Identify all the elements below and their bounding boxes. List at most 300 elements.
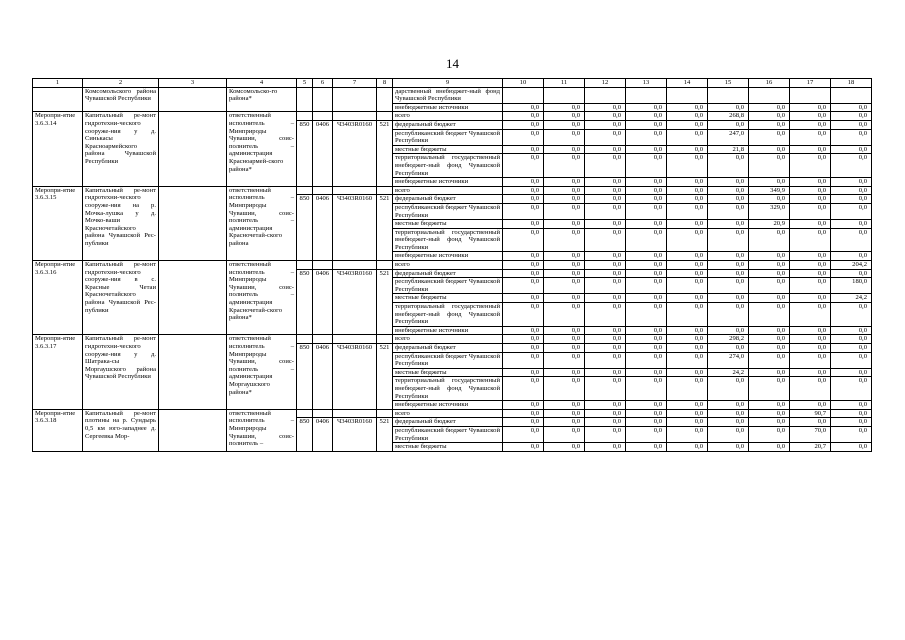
funding-value: 0,0 [503, 335, 544, 344]
empty-cell [159, 409, 227, 451]
funding-value: 0,0 [667, 178, 708, 187]
code-cell [377, 335, 393, 344]
funding-value [544, 87, 585, 103]
funding-value: 0,0 [667, 303, 708, 327]
funding-value: 0,0 [667, 426, 708, 442]
funding-value: 0,0 [503, 112, 544, 121]
funding-value: 0,0 [585, 154, 626, 178]
funding-value: 0,0 [544, 303, 585, 327]
funding-value: 0,0 [626, 261, 667, 270]
funding-value: 0,0 [667, 103, 708, 112]
code-rz: 0406 [313, 269, 333, 335]
empty-cell [159, 186, 227, 260]
funding-value: 274,0 [708, 352, 749, 368]
code-rz: 0406 [313, 120, 333, 186]
funding-value: 0,0 [503, 377, 544, 401]
funding-value: 0,0 [626, 178, 667, 187]
funding-value: 0,0 [503, 252, 544, 261]
funding-source: республиканский бюджет Чувашской Республики [393, 203, 503, 219]
funding-value: 0,0 [585, 401, 626, 410]
funding-value: 0,0 [544, 178, 585, 187]
code-vr: 521 [377, 195, 393, 261]
page-number: 14 [446, 56, 459, 71]
funding-value: 0,0 [585, 228, 626, 252]
column-number: 6 [313, 79, 333, 88]
funding-value: 0,0 [544, 195, 585, 204]
funding-value: 0,0 [790, 228, 831, 252]
funding-value: 0,0 [708, 261, 749, 270]
measure-id: Меропри-ятие 3.6.3.14 [33, 112, 83, 186]
funding-source: местные бюджеты [393, 443, 503, 452]
code-cell [313, 112, 333, 121]
funding-value: 24,2 [708, 368, 749, 377]
funding-value: 0,0 [503, 278, 544, 294]
funding-value: 0,0 [790, 377, 831, 401]
funding-source: внебюджетные источники [393, 252, 503, 261]
funding-value: 0,0 [667, 195, 708, 204]
funding-value: 0,0 [585, 303, 626, 327]
funding-value: 0,0 [749, 112, 790, 121]
funding-value: 0,0 [544, 326, 585, 335]
funding-source: территориальный государственный внебюджет-ный фонд Чувашской Республики [393, 377, 503, 401]
funding-value: 0,0 [708, 409, 749, 418]
funding-value [790, 87, 831, 103]
funding-value [749, 87, 790, 103]
code-vr: 521 [377, 269, 393, 335]
funding-value: 0,0 [708, 269, 749, 278]
code-csr: Ч3403R0160 [333, 195, 377, 261]
funding-value: 0,0 [503, 178, 544, 187]
funding-value: 0,0 [544, 103, 585, 112]
funding-value: 0,0 [790, 269, 831, 278]
funding-value: 0,0 [667, 112, 708, 121]
funding-value: 0,0 [831, 186, 872, 195]
column-number: 18 [831, 79, 872, 88]
funding-value: 0,0 [749, 418, 790, 427]
funding-value: 0,0 [831, 103, 872, 112]
code-cell [313, 409, 333, 418]
funding-value: 0,0 [585, 326, 626, 335]
funding-value: 0,0 [708, 186, 749, 195]
funding-source: федеральный бюджет [393, 195, 503, 204]
funding-value: 0,0 [831, 252, 872, 261]
funding-value: 0,0 [544, 344, 585, 353]
funding-value: 0,0 [790, 178, 831, 187]
funding-value: 0,0 [503, 154, 544, 178]
funding-value: 0,0 [503, 443, 544, 452]
funding-value [708, 87, 749, 103]
column-number: 9 [393, 79, 503, 88]
funding-source: внебюджетные источники [393, 326, 503, 335]
funding-value: 0,0 [790, 186, 831, 195]
program-funding-table [32, 78, 872, 452]
funding-source: местные бюджеты [393, 294, 503, 303]
funding-value: 0,0 [790, 252, 831, 261]
funding-value: 0,0 [790, 418, 831, 427]
funding-value: 0,0 [790, 145, 831, 154]
code-cell [333, 409, 377, 418]
measure-id: Меропри-ятие 3.6.3.17 [33, 335, 83, 409]
funding-value: 0,0 [749, 269, 790, 278]
funding-value: 0,0 [790, 401, 831, 410]
funding-value: 0,0 [790, 326, 831, 335]
funding-value: 0,0 [667, 377, 708, 401]
measure-name: Капитальный ре-монт гидротехни-ческого сооруже-ния у д. Синькасы Красноармейского района Чувашской Республики [83, 112, 159, 186]
funding-value: 0,0 [790, 220, 831, 229]
funding-value: 0,0 [503, 368, 544, 377]
table-row [33, 186, 872, 195]
funding-value: 0,0 [831, 228, 872, 252]
funding-value: 0,0 [749, 252, 790, 261]
funding-value: 247,0 [708, 129, 749, 145]
funding-source: дарственный внебюджет-ный фонд Чувашской Республики [393, 87, 503, 103]
funding-value: 0,0 [544, 443, 585, 452]
funding-value: 0,0 [585, 377, 626, 401]
funding-value: 0,0 [749, 377, 790, 401]
code-cell [297, 409, 313, 418]
code-gb: 850 [297, 195, 313, 261]
funding-source: территориальный государственный внебюджет-ный фонд Чувашской Республики [393, 303, 503, 327]
funding-value: 0,0 [626, 203, 667, 219]
funding-value: 0,0 [503, 145, 544, 154]
funding-value: 0,0 [749, 195, 790, 204]
empty-cell [159, 112, 227, 186]
funding-value: 20,7 [790, 443, 831, 452]
funding-value: 0,0 [667, 409, 708, 418]
funding-value: 0,0 [503, 228, 544, 252]
funding-value: 0,0 [503, 220, 544, 229]
funding-value: 0,0 [503, 426, 544, 442]
funding-value: 0,0 [667, 294, 708, 303]
funding-value: 0,0 [831, 112, 872, 121]
funding-value: 0,0 [749, 303, 790, 327]
funding-value: 0,0 [790, 294, 831, 303]
funding-value: 0,0 [626, 352, 667, 368]
funding-value: 0,0 [667, 278, 708, 294]
funding-value: 0,0 [667, 401, 708, 410]
funding-value: 0,0 [503, 409, 544, 418]
funding-value: 0,0 [708, 178, 749, 187]
funding-value [831, 87, 872, 103]
funding-value: 0,0 [749, 368, 790, 377]
funding-value: 0,0 [585, 178, 626, 187]
funding-value: 0,0 [749, 261, 790, 270]
funding-value: 0,0 [626, 220, 667, 229]
column-number: 17 [790, 79, 831, 88]
funding-value: 0,0 [544, 228, 585, 252]
code-csr: Ч3403R0160 [333, 344, 377, 410]
funding-value: 0,0 [544, 377, 585, 401]
funding-value: 0,0 [585, 426, 626, 442]
executor: ответственный исполнитель – Минприроды Чувашии, соис-полнитель – администрация Красночетай-ского района* [227, 261, 297, 335]
funding-value: 0,0 [626, 103, 667, 112]
funding-value: 0,0 [503, 186, 544, 195]
code-gb: 850 [297, 418, 313, 451]
funding-value: 0,0 [544, 269, 585, 278]
code-cell [297, 186, 313, 195]
funding-source: всего [393, 261, 503, 270]
funding-value: 349,9 [749, 186, 790, 195]
column-number: 4 [227, 79, 297, 88]
funding-value: 0,0 [831, 129, 872, 145]
executor: Комсомольско-го района* [227, 87, 297, 112]
code-gb: 850 [297, 344, 313, 410]
funding-value: 0,0 [831, 120, 872, 129]
code-cell [333, 112, 377, 121]
funding-value: 0,0 [585, 352, 626, 368]
empty-cell [159, 335, 227, 409]
funding-value: 0,0 [503, 418, 544, 427]
funding-source: всего [393, 186, 503, 195]
funding-source: внебюджетные источники [393, 103, 503, 112]
funding-value: 0,0 [667, 335, 708, 344]
funding-value: 0,0 [544, 261, 585, 270]
funding-value: 0,0 [667, 220, 708, 229]
funding-value: 0,0 [831, 377, 872, 401]
funding-value: 0,0 [585, 335, 626, 344]
funding-value: 0,0 [708, 344, 749, 353]
funding-value: 0,0 [626, 335, 667, 344]
funding-value: 0,0 [790, 195, 831, 204]
code-vr: 521 [377, 418, 393, 451]
funding-value: 0,0 [667, 418, 708, 427]
table-row [33, 112, 872, 121]
funding-value: 90,7 [790, 409, 831, 418]
funding-value: 0,0 [749, 103, 790, 112]
funding-value: 204,2 [831, 261, 872, 270]
measure-name: Капитальный ре-монт гидротехни-ческого сооруже-ния в с. Красные Четаи Красночетайского района Чувашской Рес-публики [83, 261, 159, 335]
funding-value: 0,0 [626, 377, 667, 401]
funding-source: федеральный бюджет [393, 269, 503, 278]
funding-value: 0,0 [790, 278, 831, 294]
funding-value: 0,0 [544, 401, 585, 410]
code-cell [297, 112, 313, 121]
column-number: 1 [33, 79, 83, 88]
funding-source: всего [393, 409, 503, 418]
funding-value: 24,2 [831, 294, 872, 303]
funding-value: 0,0 [544, 252, 585, 261]
funding-value: 0,0 [585, 294, 626, 303]
funding-value: 0,0 [831, 178, 872, 187]
code-cell [377, 261, 393, 270]
code-cell [313, 261, 333, 270]
funding-value: 0,0 [749, 335, 790, 344]
funding-value: 0,0 [749, 294, 790, 303]
funding-value: 0,0 [708, 303, 749, 327]
funding-value: 0,0 [667, 269, 708, 278]
funding-value: 0,0 [544, 145, 585, 154]
funding-value: 0,0 [667, 326, 708, 335]
funding-value [503, 87, 544, 103]
funding-source: местные бюджеты [393, 220, 503, 229]
funding-value: 0,0 [585, 261, 626, 270]
code-cell [297, 87, 313, 112]
funding-value: 0,0 [831, 409, 872, 418]
funding-value: 0,0 [749, 409, 790, 418]
funding-value: 0,0 [667, 252, 708, 261]
funding-value: 0,0 [544, 203, 585, 219]
funding-value: 0,0 [749, 344, 790, 353]
funding-value: 0,0 [831, 443, 872, 452]
funding-value: 0,0 [831, 269, 872, 278]
funding-value: 0,0 [708, 426, 749, 442]
funding-value: 0,0 [667, 261, 708, 270]
funding-value: 0,0 [790, 203, 831, 219]
funding-source: республиканский бюджет Чувашской Республики [393, 426, 503, 442]
funding-value: 0,0 [503, 203, 544, 219]
funding-value: 0,0 [626, 368, 667, 377]
funding-value: 0,0 [503, 326, 544, 335]
funding-value: 0,0 [544, 294, 585, 303]
code-cell [377, 112, 393, 121]
funding-value: 180,0 [831, 278, 872, 294]
funding-value: 0,0 [790, 303, 831, 327]
funding-value: 0,0 [831, 195, 872, 204]
funding-value: 0,0 [503, 120, 544, 129]
funding-value [626, 87, 667, 103]
funding-value: 0,0 [708, 220, 749, 229]
funding-value: 0,0 [585, 409, 626, 418]
funding-value: 0,0 [708, 154, 749, 178]
code-rz: 0406 [313, 195, 333, 261]
measure-name: Комсомольского района Чувашской Республики [83, 87, 159, 112]
column-number: 12 [585, 79, 626, 88]
funding-value: 0,0 [503, 103, 544, 112]
column-number: 8 [377, 79, 393, 88]
code-cell [297, 335, 313, 344]
table-row [33, 335, 872, 344]
column-number: 7 [333, 79, 377, 88]
executor: ответственный исполнитель – Минприроды Чувашии, соис-полнитель – администрация Моргаушского района* [227, 335, 297, 409]
funding-value: 0,0 [585, 418, 626, 427]
funding-value: 0,0 [626, 294, 667, 303]
funding-source: республиканский бюджет Чувашской Республики [393, 278, 503, 294]
column-number: 14 [667, 79, 708, 88]
funding-value: 0,0 [544, 129, 585, 145]
funding-value: 0,0 [544, 418, 585, 427]
funding-value: 0,0 [626, 129, 667, 145]
code-rz: 0406 [313, 418, 333, 451]
code-gb: 850 [297, 120, 313, 186]
executor: ответственный исполнитель – Минприроды Чувашии, соис-полнитель – администрация Красноармей-ского района* [227, 112, 297, 186]
funding-value: 0,0 [626, 252, 667, 261]
funding-source: республиканский бюджет Чувашской Республики [393, 129, 503, 145]
column-number: 11 [544, 79, 585, 88]
code-cell [313, 335, 333, 344]
funding-value: 0,0 [708, 195, 749, 204]
code-cell [297, 261, 313, 270]
funding-source: внебюджетные источники [393, 178, 503, 187]
funding-value: 0,0 [585, 120, 626, 129]
code-cell [333, 186, 377, 195]
funding-value: 0,0 [503, 303, 544, 327]
funding-source: федеральный бюджет [393, 344, 503, 353]
funding-value: 0,0 [749, 352, 790, 368]
funding-value: 20,9 [749, 220, 790, 229]
funding-value: 0,0 [503, 344, 544, 353]
table-row [33, 87, 872, 103]
funding-value: 0,0 [585, 344, 626, 353]
funding-value: 0,0 [790, 335, 831, 344]
funding-value: 0,0 [585, 195, 626, 204]
code-cell [313, 87, 333, 112]
funding-value: 0,0 [626, 186, 667, 195]
funding-value: 0,0 [626, 326, 667, 335]
funding-value: 0,0 [708, 294, 749, 303]
funding-value: 0,0 [667, 203, 708, 219]
funding-value: 0,0 [585, 103, 626, 112]
funding-value: 0,0 [831, 203, 872, 219]
funding-source: местные бюджеты [393, 368, 503, 377]
funding-value: 0,0 [626, 344, 667, 353]
funding-value: 0,0 [503, 195, 544, 204]
funding-value: 0,0 [544, 120, 585, 129]
table-row [33, 261, 872, 270]
funding-value: 0,0 [831, 303, 872, 327]
funding-value: 0,0 [585, 203, 626, 219]
funding-value: 0,0 [626, 278, 667, 294]
funding-value: 0,0 [831, 344, 872, 353]
funding-value: 0,0 [503, 261, 544, 270]
measure-name: Капитальный ре-монт гидротехни-ческого сооруже-ния у д. Шатрака-сы Моргаушского района Чувашской Республики [83, 335, 159, 409]
funding-value: 0,0 [544, 335, 585, 344]
funding-value: 0,0 [626, 195, 667, 204]
code-gb: 850 [297, 269, 313, 335]
funding-value: 0,0 [708, 120, 749, 129]
funding-value: 0,0 [708, 103, 749, 112]
funding-value: 0,0 [790, 112, 831, 121]
funding-value: 0,0 [544, 409, 585, 418]
funding-source: федеральный бюджет [393, 120, 503, 129]
funding-value: 0,0 [708, 228, 749, 252]
funding-value: 0,0 [585, 220, 626, 229]
funding-value: 0,0 [667, 352, 708, 368]
funding-source: республиканский бюджет Чувашской Республики [393, 352, 503, 368]
column-number-row [33, 79, 872, 88]
funding-value: 0,0 [585, 278, 626, 294]
funding-value: 0,0 [503, 352, 544, 368]
funding-value: 0,0 [749, 120, 790, 129]
funding-value: 0,0 [626, 303, 667, 327]
funding-value: 0,0 [667, 344, 708, 353]
funding-value: 0,0 [544, 368, 585, 377]
funding-value: 0,0 [831, 352, 872, 368]
funding-value: 0,0 [667, 443, 708, 452]
funding-value: 0,0 [790, 129, 831, 145]
empty-cell [159, 261, 227, 335]
funding-value: 0,0 [790, 120, 831, 129]
funding-value: 329,0 [749, 203, 790, 219]
column-number: 16 [749, 79, 790, 88]
funding-value: 0,0 [790, 352, 831, 368]
funding-value: 70,0 [790, 426, 831, 442]
funding-value: 0,0 [667, 145, 708, 154]
funding-value: 0,0 [790, 154, 831, 178]
funding-value: 0,0 [708, 443, 749, 452]
funding-value: 0,0 [708, 418, 749, 427]
funding-value: 0,0 [667, 228, 708, 252]
funding-value: 0,0 [708, 401, 749, 410]
funding-value: 0,0 [626, 145, 667, 154]
funding-value: 0,0 [667, 154, 708, 178]
funding-value: 0,0 [831, 145, 872, 154]
funding-value: 0,0 [544, 352, 585, 368]
funding-value: 0,0 [626, 228, 667, 252]
column-number: 2 [83, 79, 159, 88]
code-cell [313, 186, 333, 195]
funding-value: 0,0 [585, 129, 626, 145]
funding-value: 0,0 [790, 261, 831, 270]
